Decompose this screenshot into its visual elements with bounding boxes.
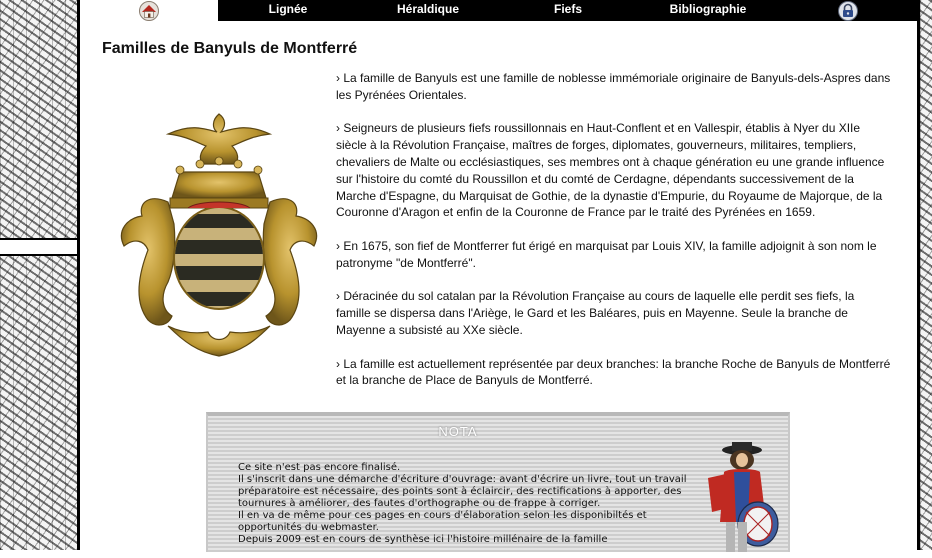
left-decorative-border xyxy=(0,0,80,550)
right-decorative-border xyxy=(917,0,932,550)
nav-item-bibliographie[interactable]: Bibliographie xyxy=(669,2,747,16)
nota-title: NOTA xyxy=(438,424,478,439)
nota-panel xyxy=(206,412,790,552)
coat-of-arms-icon xyxy=(108,106,330,364)
paragraph: › Déracinée du sol catalan par la Révolution Française au cours de laquelle elle perdit ses fiefs, la famille se dispersa dans l'Ariège, le Gard et les Baléares, puis en Mayenne. Seule la branche de Mayenne a subsisté au XXe siècle. xyxy=(336,289,855,337)
nota-line: Ce site n'est pas encore finalisé. xyxy=(238,462,401,473)
intro-text xyxy=(336,70,892,406)
drummer-figure-icon xyxy=(698,438,790,558)
nota-line: Depuis 2009 est en cours de synthèse ici l'histoire millénaire de la famille xyxy=(238,534,608,545)
border-divider xyxy=(0,238,77,256)
paragraph: › En 1675, son fief de Montferrer fut érigé en marquisat par Louis XIV, la famille adjoignit à son nom le patronyme "de Montferré". xyxy=(336,238,877,270)
nav-home-link[interactable] xyxy=(80,0,218,21)
page-title: Familles de Banyuls de Montferré xyxy=(102,40,358,57)
main-nav xyxy=(80,0,917,21)
nav-item-lignee[interactable]: Lignée xyxy=(268,2,308,16)
nota-line: Il s'inscrit dans une démarche d'écriture d'ouvrage: avant d'écrire un livre, tout un travail préparatoire est nécessaire, des points sont à éclaircir, des rectifications à apporter, des tournures à améliorer, des fautes d'orthographe ou de frappe à corriger. xyxy=(238,474,687,509)
paragraph: › La famille est actuellement représentée par deux branches: la branche Roche de Banyuls de Montferré et la branche de Place de Banyuls de Montferré. xyxy=(336,356,891,388)
paragraph: › La famille de Banyuls est une famille de noblesse immémoriale originaire de Banyuls-dels-Aspres dans les Pyrénées Orientales. xyxy=(336,71,891,102)
nav-item-heraldique[interactable]: Héraldique xyxy=(396,2,459,16)
nota-text xyxy=(238,462,698,546)
padlock-icon xyxy=(837,1,859,21)
nota-line: Il en va de même pour ces pages en cours d'élaboration selon les disponibiltés et opportunités du webmaster. xyxy=(238,510,647,533)
nav-lock-link[interactable] xyxy=(778,0,917,21)
nav-item-fiefs[interactable]: Fiefs xyxy=(553,2,582,16)
house-icon xyxy=(138,1,160,21)
paragraph: › Seigneurs de plusieurs fiefs roussillonnais en Haut-Conflent et en Vallespir, établis à Nyer du XIIe siècle à la Révolution Française, maîtres de forges, diplomates, gouverneurs, militaires, templiers, chevaliers de Malte ou ecclésiastiques, ses membres ont à chaque génération eu une grande influence sur l'histoire du comté du Roussillon et du comté de Cerdagne, dépendants successivement de la Marche d'Espagne, du Marquisat de Gothie, de la dynastie d'Empurie, du Royaume de Majorque, de la Couronne d'Aragon et enfin de la Couronne de France par le traité des Pyrénées en 1659. xyxy=(336,121,885,220)
